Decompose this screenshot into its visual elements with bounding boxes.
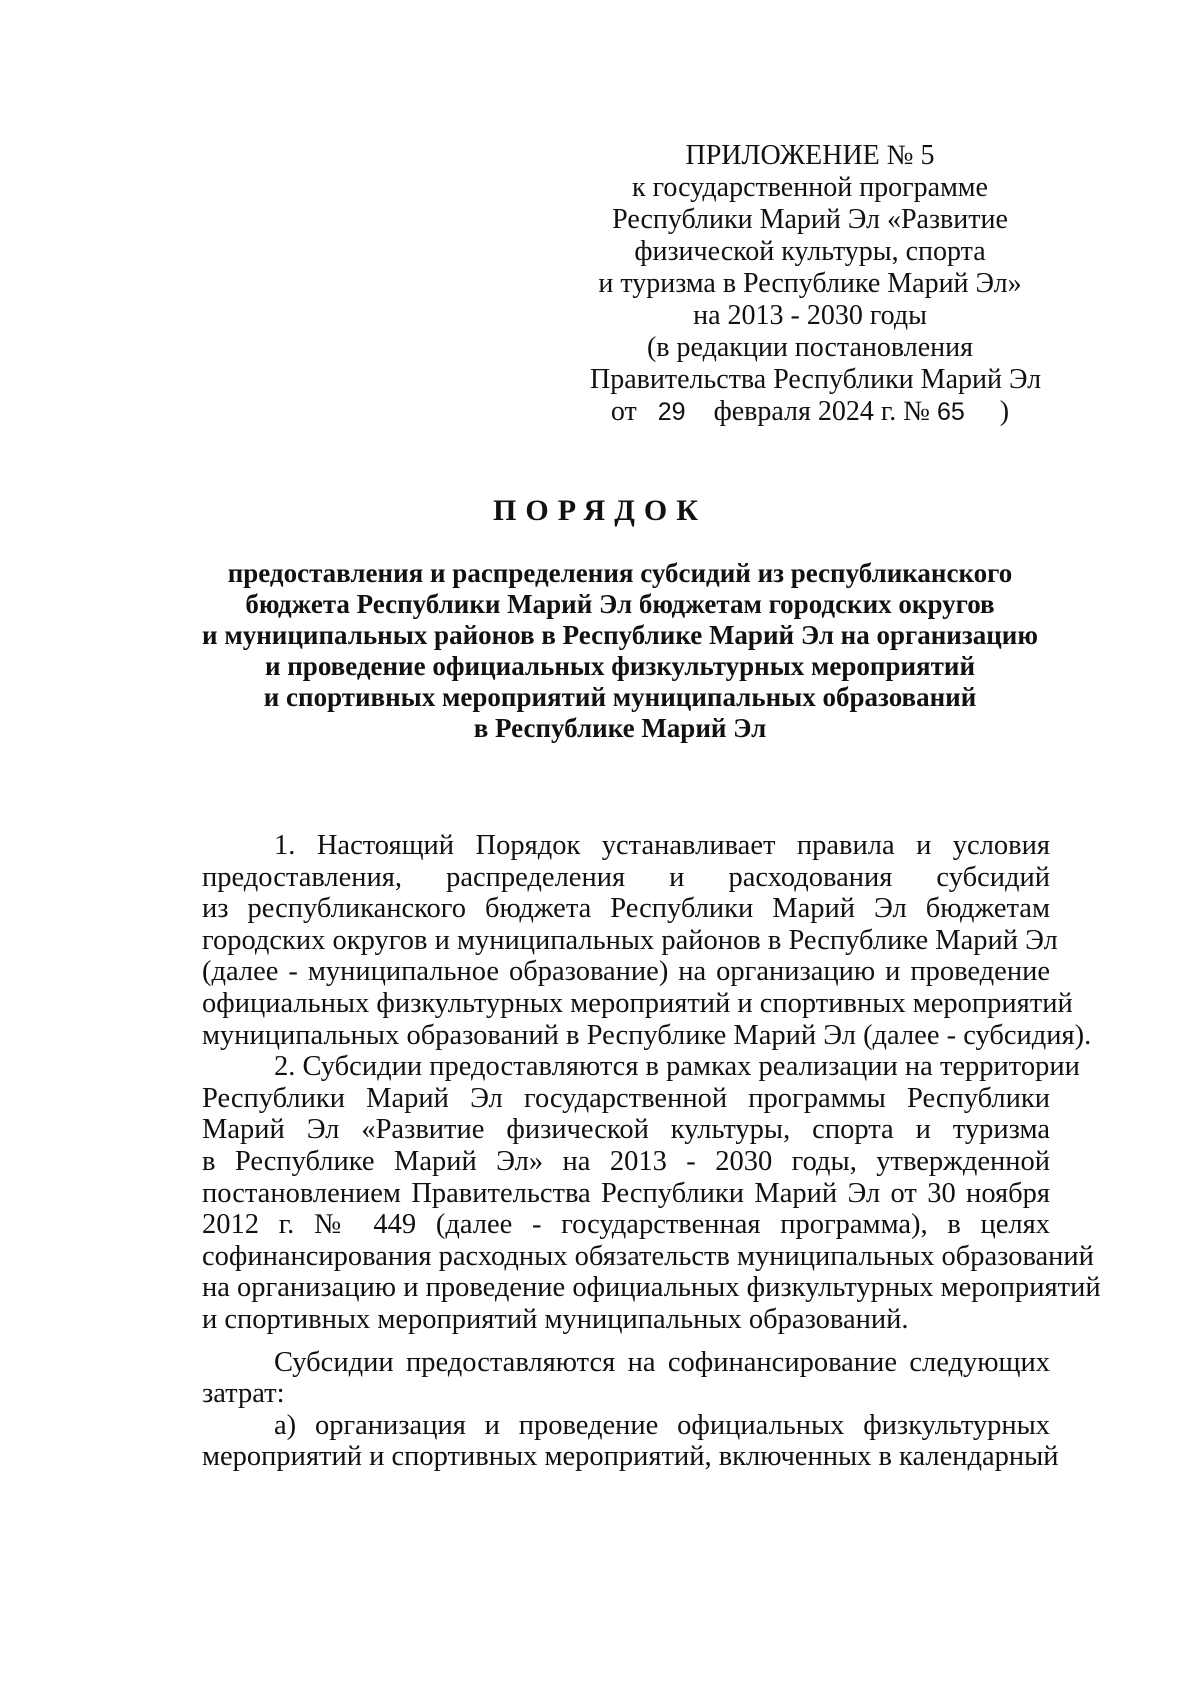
appendix-line: и туризма в Республике Марий Эл» <box>598 268 1022 299</box>
paragraph-gap <box>202 1336 1050 1347</box>
body-line: 1. Настоящий Порядок устанавливает правила и условия <box>274 830 1050 861</box>
body-line: (далее - муниципальное образование) на организацию и проведение <box>202 956 1050 988</box>
body-line: муниципальных образований в Республике Марий Эл (далее - субсидия). <box>202 1019 1092 1051</box>
appendix-line: Республики Марий Эл «Развитие <box>612 204 1008 235</box>
body-line: 2012 г. № 449 (далее - государственная программа), в целях <box>202 1209 1050 1241</box>
body-line: постановлением Правительства Республики Марий Эл от 30 ноября <box>202 1177 1050 1209</box>
date-suffix: ) <box>999 396 1010 427</box>
subtitle-line: и проведение официальных физкультурных мероприятий <box>264 651 976 681</box>
subtitle-line: и муниципальных районов в Республике Марий Эл на организацию <box>202 620 1038 650</box>
body-line: Марий Эл «Развитие физической культуры, спорта и туризма <box>202 1114 1050 1146</box>
appendix-line: к государственной программе <box>632 172 988 203</box>
document-body <box>202 830 1101 1473</box>
body-line: мероприятий и спортивных мероприятий, включенных в календарный <box>202 1441 1059 1473</box>
date-month-year: февраля 2024 г. № <box>713 396 930 427</box>
body-line: на организацию и проведение официальных физкультурных мероприятий <box>202 1272 1101 1304</box>
body-line: официальных физкультурных мероприятий и спортивных мероприятий <box>202 987 1073 1019</box>
body-line: предоставления, распределения и расходования субсидий <box>202 861 1050 893</box>
body-line: затрат: <box>202 1378 285 1410</box>
body-line: в Республике Марий Эл» на 2013 - 2030 годы, утвержденной <box>202 1145 1050 1177</box>
body-line: Субсидии предоставляются на софинансирование следующих <box>274 1346 1050 1378</box>
body-line: городских округов и муниципальных районов в Республике Марий Эл <box>202 924 1058 956</box>
subtitle-line: предоставления и распределения субсидий из республиканского <box>227 558 1013 588</box>
subtitle-line: в Республике Марий Эл <box>473 713 767 743</box>
document-subtitle <box>180 558 1060 744</box>
date-day: 29 <box>657 398 686 426</box>
appendix-header <box>590 140 1042 428</box>
document-title: ПОРЯДОК <box>493 494 707 527</box>
appendix-line: физической культуры, спорта <box>634 236 986 267</box>
subtitle-line: бюджета Республики Марий Эл бюджетам городских округов <box>245 589 995 619</box>
body-line: а) организация и проведение официальных физкультурных <box>274 1409 1050 1441</box>
date-prefix: от <box>610 396 637 427</box>
body-line: 2. Субсидии предоставляются в рамках реализации на территории <box>274 1051 1080 1083</box>
appendix-line: Правительства Республики Марий Эл <box>590 364 1042 395</box>
body-line: Республики Марий Эл государственной программы Республики <box>202 1082 1050 1114</box>
subtitle-line: и спортивных мероприятий муниципальных образований <box>263 682 977 712</box>
body-line: из республиканского бюджета Республики Марий Эл бюджетам <box>202 893 1050 925</box>
body-line: и спортивных мероприятий муниципальных образований. <box>202 1303 909 1335</box>
appendix-line: на 2013 - 2030 годы <box>693 300 927 331</box>
resolution-number: 65 <box>936 398 965 426</box>
appendix-date-line <box>590 396 1030 428</box>
appendix-line: (в редакции постановления <box>646 332 974 363</box>
body-line: софинансирования расходных обязательств муниципальных образований <box>202 1240 1094 1272</box>
appendix-line: ПРИЛОЖЕНИЕ № 5 <box>685 140 935 171</box>
